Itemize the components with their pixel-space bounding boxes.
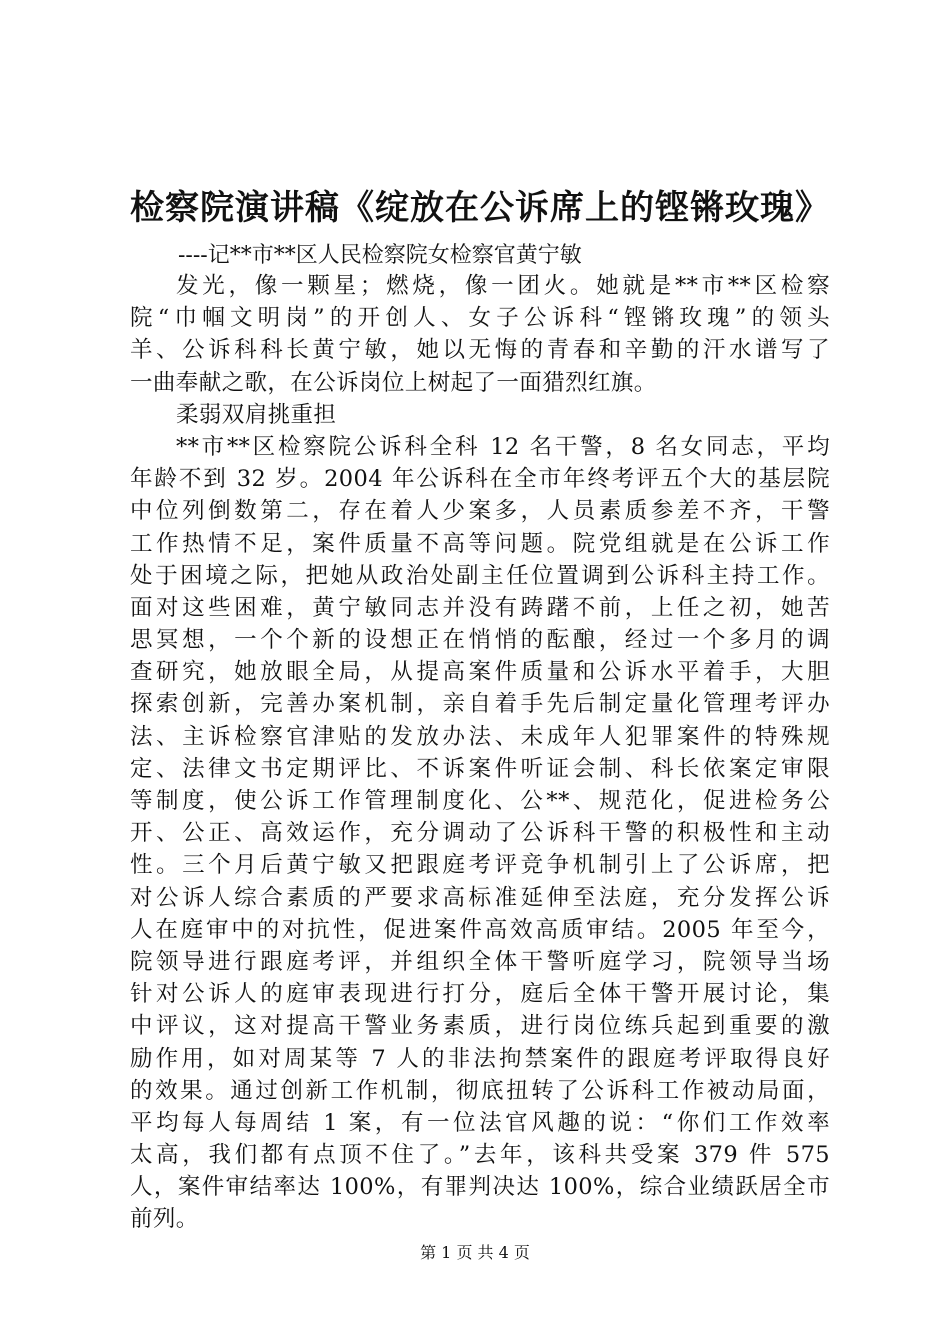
paragraph-line: 开、公正、高效运作，充分调动了公诉科干警的积极性和主动 [130,820,830,847]
paragraph-line: 对公诉人综合素质的严要求高标准延伸至法庭，充分发挥公诉 [130,884,830,911]
paragraph [130,431,830,1236]
paragraph-line: 人在庭审中的对抗性，促进案件高效高质审结。2005 年至今， [130,916,830,943]
paragraph-line: 法、主诉检察官津贴的发放办法、未成年人犯罪案件的特殊规 [130,723,830,750]
paragraph-line: 院领导进行跟庭考评，并组织全体干警听庭学习，院领导当场 [130,948,830,975]
paragraph-line: 励作用，如对周某等 7 人的非法拘禁案件的跟庭考评取得良好 [130,1045,830,1072]
paragraph-line: 探索创新，完善办案机制，亲自着手先后制定量化管理考评办 [130,691,830,718]
paragraph-line: 柔弱双肩挑重担 [176,401,337,428]
paragraph-line: 工作热情不足，案件质量不高等问题。院党组就是在公诉工作 [130,530,830,557]
paragraph-line: 定、法律文书定期评比、不诉案件听证会制、科长依案定审限 [130,755,830,782]
document-title: 检察院演讲稿《绽放在公诉席上的铿锵玫瑰》 [130,188,830,228]
paragraph-line: 人，案件审结率达 100%，有罪判决达 100%，综合业绩跃居全市 [130,1174,830,1201]
paragraph-line: 的效果。通过创新工作机制，彻底扭转了公诉科工作被动局面， [130,1077,830,1104]
paragraph-line: 发光，像一颗星；燃烧，像一团火。她就是**市**区检察 [176,273,830,299]
paragraph-line: 一曲奉献之歌，在公诉岗位上树起了一面猎烈红旗。 [130,369,657,396]
page-footer: 第 1 页 共 4 页 [420,1243,530,1262]
paragraph-line: 处于困境之际，把她从政治处副主任位置调到公诉科主持工作。 [130,562,830,589]
paragraph-line: 平均每人每周结 1 案，有一位法官风趣的说：“你们工作效率 [130,1109,830,1136]
paragraph-line: 中位列倒数第二，存在着人少案多，人员素质参差不齐，干警 [130,498,830,525]
paragraph [130,399,830,431]
document-subtitle: ----记**市**区人民检察院女检察官黄宁敏 [178,243,582,268]
paragraph-line: 查研究，她放眼全局，从提高案件质量和公诉水平着手，大胆 [130,659,830,686]
paragraph-line: 思冥想，一个个新的设想正在悄悄的酝酿，经过一个多月的调 [130,627,830,654]
paragraph-line: 院“巾帼文明岗”的开创人、女子公诉科“铿锵玫瑰”的领头 [130,305,830,332]
paragraph-line: **市**区检察院公诉科全科 12 名干警，8 名女同志，平均 [176,433,830,460]
document-body [130,270,830,1236]
paragraph-line: 中评议，这对提高干警业务素质，进行岗位练兵起到重要的激 [130,1013,830,1040]
paragraph-line: 面对这些困难，黄宁敏同志并没有踌躇不前，上任之初，她苦 [130,594,830,621]
paragraph-line: 针对公诉人的庭审表现进行打分，庭后全体干警开展讨论，集 [130,981,830,1008]
paragraph-line: 年龄不到 32 岁。2004 年公诉科在全市年终考评五个大的基层院 [130,466,830,493]
paragraph-line: 等制度，使公诉工作管理制度化、公**、规范化，促进检务公 [130,788,830,814]
paragraph-line: 前列。 [130,1206,199,1233]
paragraph [130,270,830,399]
paragraph-line: 太高，我们都有点顶不住了。”去年，该科共受案 379 件 575 [130,1142,830,1169]
paragraph-line: 羊、公诉科科长黄宁敏，她以无悔的青春和辛勤的汗水谱写了 [130,337,830,364]
paragraph-line: 性。三个月后黄宁敏又把跟庭考评竞争机制引上了公诉席，把 [130,852,830,879]
